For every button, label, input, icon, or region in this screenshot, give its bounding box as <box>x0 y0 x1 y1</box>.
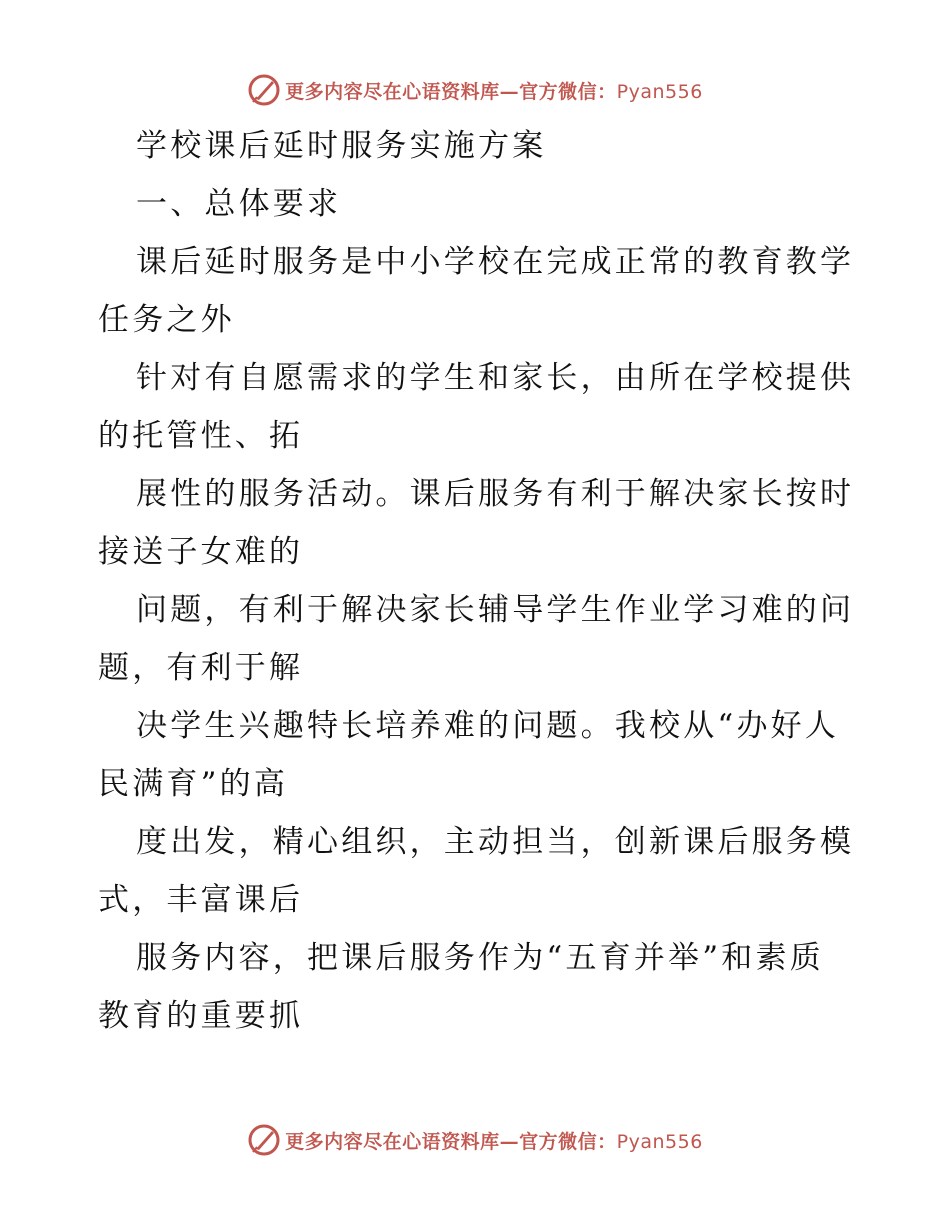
footer-banner <box>0 1122 950 1158</box>
paragraph-line: 的托管性、拓 <box>98 418 304 454</box>
document-title: 学校课后延时服务实施方案 <box>136 128 547 164</box>
paragraph-line: 教育的重要抓 <box>98 998 304 1034</box>
banner-text <box>285 77 703 104</box>
paragraph-line: 服务内容，把课后服务作为“五育并举”和素质 <box>136 940 824 976</box>
paragraph-line: 任务之外 <box>98 302 235 338</box>
banner-prefix: 更多内容尽在心语资料库—官方微信： <box>285 80 617 103</box>
paragraph-line: 针对有自愿需求的学生和家长，由所在学校提供 <box>136 360 855 396</box>
banner-wechat-handle: Pyan556 <box>616 80 703 103</box>
paragraph-line: 决学生兴趣特长培养难的问题。我校从“办好人 <box>136 708 840 744</box>
section-heading: 一、总体要求 <box>136 186 342 222</box>
banner-wechat-handle: Pyan556 <box>616 1130 703 1153</box>
quill-pen-icon <box>247 1123 281 1157</box>
paragraph-line: 题，有利于解 <box>98 650 304 686</box>
header-banner <box>0 72 950 108</box>
banner-text <box>285 1127 703 1154</box>
paragraph-line: 展性的服务活动。课后服务有利于解决家长按时 <box>136 476 855 512</box>
paragraph-line: 问题，有利于解决家长辅导学生作业学习难的问 <box>136 592 855 628</box>
banner-prefix: 更多内容尽在心语资料库—官方微信： <box>285 1130 617 1153</box>
paragraph-line: 接送子女难的 <box>98 534 304 570</box>
quill-pen-icon <box>247 73 281 107</box>
paragraph-line: 度出发，精心组织，主动担当，创新课后服务模 <box>136 824 855 860</box>
paragraph-line: 式，丰富课后 <box>98 882 304 918</box>
paragraph-line: 课后延时服务是中小学校在完成正常的教育教学 <box>136 244 855 280</box>
paragraph-line: 民满育”的高 <box>98 766 289 802</box>
